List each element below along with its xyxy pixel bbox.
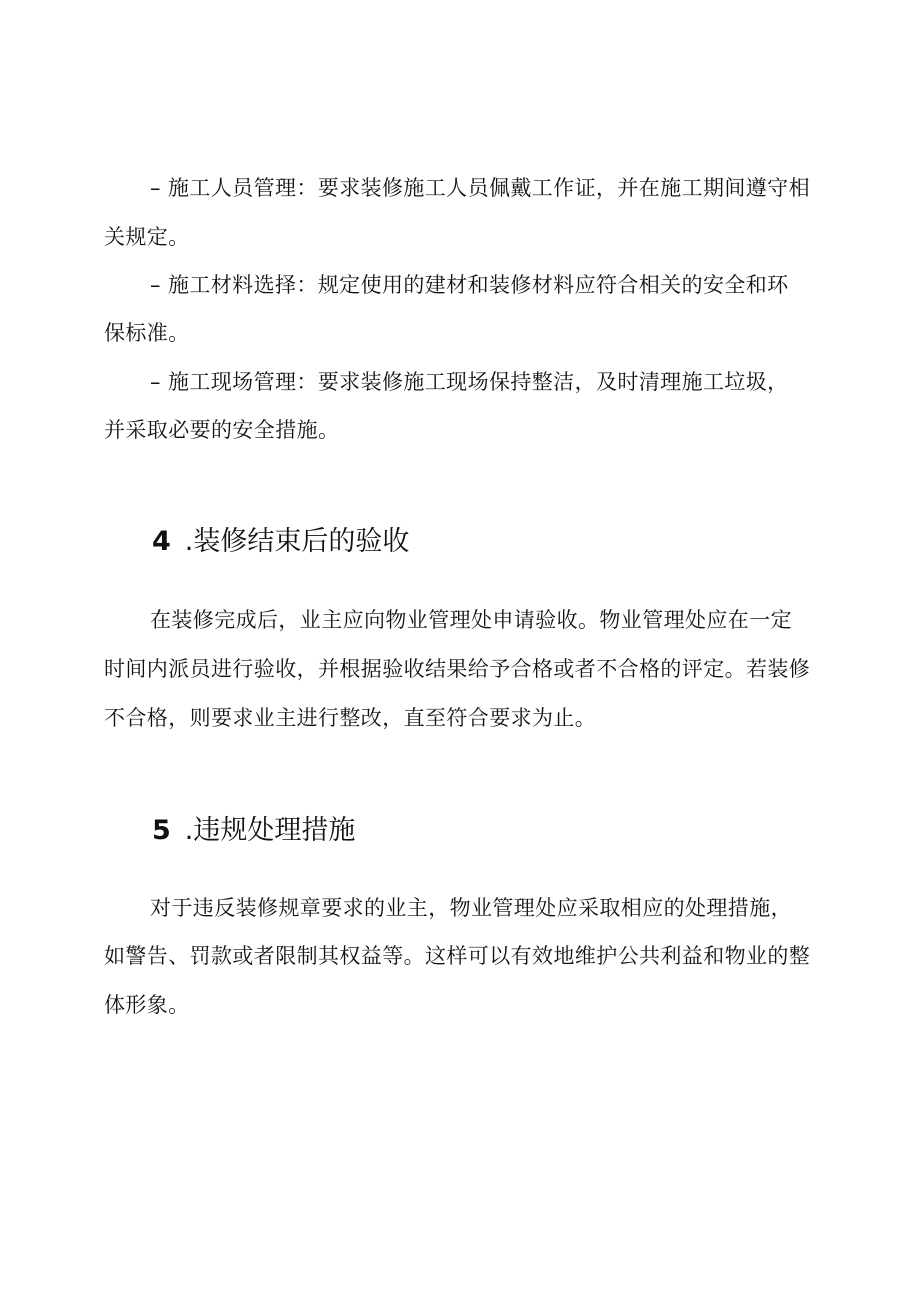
- item-site-management-line1: – 施工现场管理：要求装修施工现场保持整洁，及时清理施工垃圾，: [150, 370, 789, 394]
- section-4-number: 4: [152, 526, 171, 557]
- item-site-management-line2: 并采取必要的安全措施。: [104, 418, 340, 442]
- item-staff-management-line1: – 施工人员管理：要求装修施工人员佩戴工作证，并在施工期间遵守相: [150, 176, 810, 200]
- section-4-paragraph-line3: 不合格，则要求业主进行整改，直至符合要求为止。: [104, 706, 597, 730]
- item-staff-management-line2: 关规定。: [104, 225, 190, 249]
- section-5-title: .违规处理措施: [184, 815, 356, 846]
- section-5-paragraph-line3: 体形象。: [104, 993, 190, 1017]
- section-5-heading: [152, 811, 355, 851]
- section-5-paragraph-line2: 如警告、罚款或者限制其权益等。这样可以有效地维护公共利益和物业的整: [104, 944, 811, 968]
- section-4-heading: [152, 522, 409, 562]
- item-material-selection-line1: – 施工材料选择：规定使用的建材和装修材料应符合相关的安全和环: [150, 273, 789, 297]
- section-4-paragraph-line1: 在装修完成后，业主应向物业管理处申请验收。物业管理处应在一定: [150, 608, 792, 632]
- section-4-title: .装修结束后的验收: [184, 526, 410, 557]
- section-5-paragraph-line1: 对于违反装修规章要求的业主，物业管理处应采取相应的处理措施，: [150, 896, 792, 920]
- section-4-paragraph-line2: 时间内派员进行验收，并根据验收结果给予合格或者不合格的评定。若装修: [104, 657, 811, 681]
- item-material-selection-line2: 保标准。: [104, 321, 190, 345]
- section-5-number: 5: [152, 815, 171, 846]
